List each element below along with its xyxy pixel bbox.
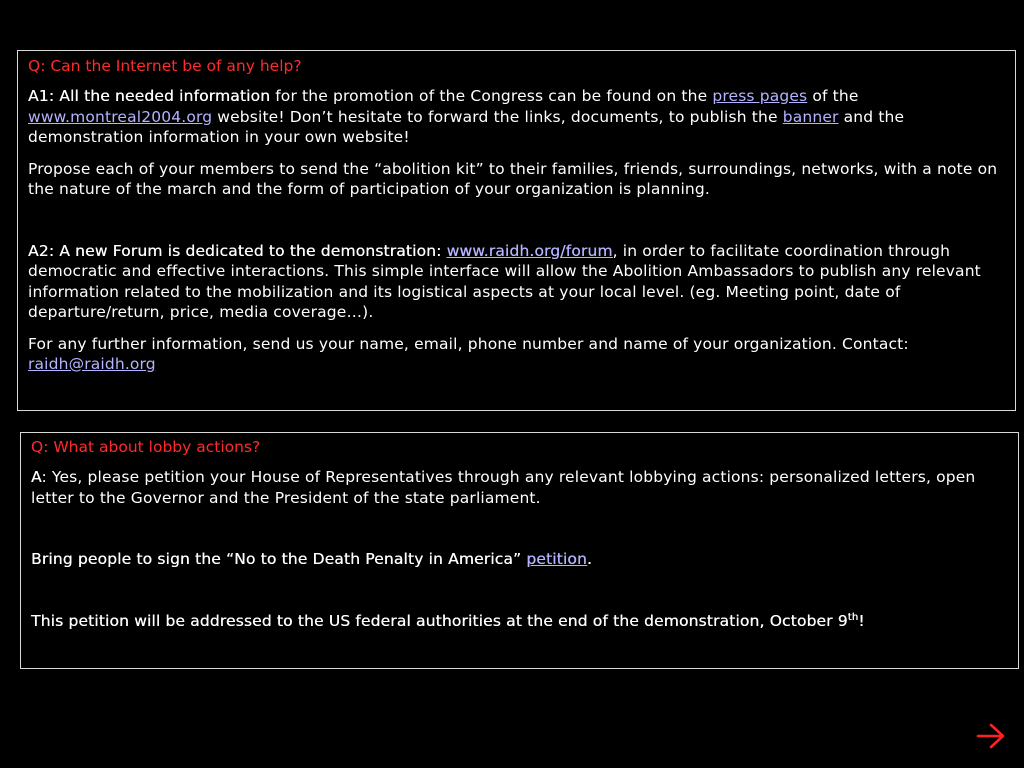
spacer <box>28 211 1005 241</box>
spacer <box>31 581 1008 611</box>
press-pages-link[interactable]: press pages <box>712 87 808 105</box>
petition-addressed-end: ! <box>858 611 865 630</box>
forum-link[interactable]: www.raidh.org/forum <box>446 241 613 260</box>
petition-addressed-text: This petition will be addressed to the US federal authorities at the end of the demonstration, October 9 <box>31 611 848 630</box>
lobby-section <box>20 432 1019 669</box>
petition-link[interactable]: petition <box>526 550 587 568</box>
spacer <box>31 519 1008 549</box>
contact-text: For any further information, send us your name, email, phone number and name of your organization. Contact: <box>28 334 909 353</box>
contact-email-link[interactable]: raidh@raidh.org <box>28 355 156 373</box>
lobby-answer <box>31 467 1008 508</box>
answer-a2-lead: A2: A new Forum is dedicated to the demonstration: <box>28 241 447 260</box>
right-arrow-icon-graphic <box>975 720 1007 752</box>
answer-a1-text-4: and the demonstration information in your own website! <box>28 107 905 146</box>
question-internet-help: Q: Can the Internet be of any help? <box>28 57 302 75</box>
lobby-answer-lead: A <box>31 468 42 486</box>
answer-a1-lead: A1: All the needed information <box>28 87 271 105</box>
bring-people-paragraph <box>31 549 1008 570</box>
question-lobby-actions: Q: What about lobby actions? <box>31 438 261 456</box>
answer-a1-text-1: for the promotion of the Congress can be found on the <box>270 87 713 105</box>
help-section <box>17 50 1016 411</box>
bring-people-end: . <box>586 550 592 568</box>
ordinal-suffix: th <box>847 611 859 623</box>
right-arrow-icon[interactable] <box>975 720 1007 752</box>
answer-a2-text: , in order to facilitate coordination through democratic and effective interactions. This simple interface will allow the Abolition Ambassadors to publish any relevant information related to the mobilization and its logistical aspects at your local level. (eg. Meeting point, date of departure/return, price, media coverage…). <box>28 241 981 321</box>
answer-a1-text-3: website! Don’t hesitate to forward the links, documents, to publish the <box>212 107 783 126</box>
petition-addressed-paragraph <box>31 611 1008 632</box>
lobby-answer-text: : Yes, please petition your House of Representatives through any relevant lobbying actions: personalized letters, open letter to the Governor and the President of the state parliament. <box>31 468 976 507</box>
bring-people-text: Bring people to sign the “No to the Death Penalty in America” <box>31 550 527 568</box>
banner-link[interactable]: banner <box>782 107 839 126</box>
answer-a2 <box>28 241 1005 323</box>
answer-a1 <box>28 86 1005 148</box>
propose-paragraph: Propose each of your members to send the “abolition kit” to their families, friends, surroundings, networks, with a note on the nature of the march and the form of participation of your organization is planning. <box>28 159 998 198</box>
montreal2004-link[interactable]: www.montreal2004.org <box>28 107 213 126</box>
answer-a1-text-2: of the <box>807 87 859 105</box>
contact-paragraph <box>28 334 1005 375</box>
